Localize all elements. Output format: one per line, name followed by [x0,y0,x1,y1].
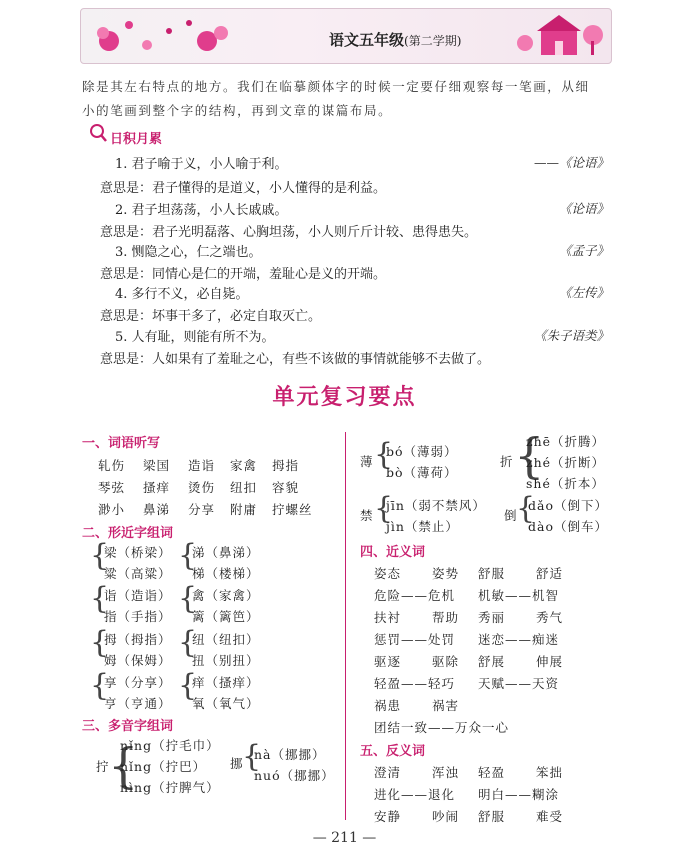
polyphone-char: 折 [500,454,514,469]
synonym-heading: 四、近义词 [360,545,426,560]
quote-2: 2. 君子坦荡荡，小人长戚戚。 [115,203,288,218]
intro-line-1: 除是其左右特点的地方。我们在临摹颜体字的时候一定要仔细观察每一笔画，从细 [82,79,590,94]
brace-icon: { [178,581,198,616]
shape-word: 指（手指） [104,609,172,624]
dictation-word: 拧螺丝 [272,502,313,517]
dictation-word: 渺小 [98,502,126,517]
polyphone-reading: jīn（弱不禁风） [386,498,486,513]
synonym-pair: 团结一致——万众一心 [374,720,510,735]
brace-icon: { [108,738,139,794]
brace-icon: { [178,625,198,660]
synonym-word: 秀丽 [478,610,506,625]
synonym-word: 扶衬 [374,610,402,625]
shape-word: 姆（保姆） [104,653,172,668]
shape-heading: 二、形近字组词 [82,526,174,541]
synonym-pair: 惩罚——处罚 [374,632,456,647]
synonym-pair: 机敏——机智 [478,588,560,603]
shape-word: 氧（氧气） [192,696,260,711]
synonym-word: 姿势 [432,566,460,581]
dictation-word: 造诣 [188,458,216,473]
quote-source-5: 《朱子语类》 [533,328,609,343]
antonym-pair: 明白——糊涂 [478,787,560,802]
antonym-word: 轻盈 [478,765,506,780]
polyphone-reading: dào（倒车） [528,519,608,534]
polyphone-reading: nuó（挪挪） [254,768,335,783]
shape-word: 篱（篱笆） [192,609,260,624]
polyphone-char: 挪 [230,756,244,771]
antonym-word: 浑浊 [432,765,460,780]
synonym-pair: 危险——危机 [374,588,456,603]
polyphone-char: 薄 [360,454,374,469]
shape-word: 扭（别扭） [192,653,260,668]
quote-source-3: 《孟子》 [558,243,609,258]
synonym-word: 帮助 [432,610,460,625]
quote-5: 5. 人有耻，则能有所不为。 [115,330,275,345]
synonym-word: 舒适 [536,566,564,581]
dictation-word: 家禽 [230,458,258,473]
polyphone-reading: nìng（拧脾气） [120,780,220,795]
synonym-word: 驱除 [432,654,460,669]
polyphone-reading: shé（折本） [526,476,605,491]
quote-1: 1. 君子喻于义，小人喻于利。 [115,157,288,172]
shape-word: 梁（桥梁） [104,545,172,560]
dictation-heading: 一、词语听写 [82,436,161,451]
shape-word: 粱（高粱） [104,566,172,581]
polyphone-reading: zhē（折腾） [526,434,606,449]
polyphone-reading: dǎo（倒下） [528,498,608,513]
page-number: — 211 — [312,830,377,846]
dictation-word: 搔痒 [143,480,171,495]
polyphone-reading: nǐng（拧巴） [120,759,207,774]
synonym-word: 舒服 [478,566,506,581]
polyphone-char: 倒 [504,508,518,523]
shape-word: 梯（楼梯） [192,566,260,581]
flower-decoration-icon [89,11,239,61]
quote-source-4: 《左传》 [558,285,609,300]
polyphone-reading: bò（薄荷） [386,465,458,480]
quote-source-1: ——《论语》 [533,155,609,170]
antonym-word: 难受 [536,809,564,824]
polyphone-reading: nǐng（拧毛巾） [120,738,220,753]
dictation-word: 拇指 [272,458,300,473]
quote-4: 4. 多行不义，必自毙。 [115,287,249,302]
meaning-1: 意思是：君子懂得的是道义，小人懂得的是利益。 [100,181,387,196]
dictation-word: 轧伤 [98,458,126,473]
shape-word: 亨（亨通） [104,696,172,711]
synonym-pair: 天赋——天资 [478,676,560,691]
column-divider [345,432,346,820]
dictation-word: 纽扣 [230,480,258,495]
dictation-word: 琴弦 [98,480,126,495]
synonym-word: 祸患 [374,698,402,713]
shape-word: 拇（拇指） [104,632,172,647]
brace-icon: { [178,538,198,573]
dictation-word: 附庸 [230,502,258,517]
meaning-3: 意思是：同情心是仁的开端，羞耻心是义的开端。 [100,267,387,282]
meaning-4: 意思是：坏事干多了，必定自取灭亡。 [100,309,322,324]
accumulate-heading: 日积月累 [110,132,163,147]
brace-icon: { [514,428,545,484]
antonym-pair: 进化——退化 [374,787,456,802]
polyphone-reading: bó（薄弱） [386,444,458,459]
quote-3: 3. 恻隐之心，仁之端也。 [115,245,262,260]
intro-line-2: 小的笔画到整个字的结构，再到文章的谋篇布局。 [82,103,393,118]
brace-icon: { [178,668,198,703]
shape-word: 痒（搔痒） [192,675,260,690]
antonym-word: 安静 [374,809,402,824]
synonym-word: 伸展 [536,654,564,669]
meaning-2: 意思是：君子光明磊落、心胸坦荡，小人则斤斤计较、患得患失。 [100,225,478,240]
brace-icon: { [374,437,394,472]
brace-icon: { [90,625,110,660]
page-header-title: 语文五年级(第二学期) [329,31,462,49]
header-banner [80,8,612,64]
synonym-word: 舒展 [478,654,506,669]
antonym-word: 澄清 [374,765,402,780]
dictation-word: 鼻涕 [143,502,171,517]
brace-icon: { [90,668,110,703]
brace-icon: { [516,491,536,526]
dictation-word: 分享 [188,502,216,517]
house-decoration-icon [511,11,606,61]
antonym-word: 吵闹 [432,809,460,824]
brace-icon: { [374,491,394,526]
polyphone-char: 拧 [96,759,110,774]
antonym-word: 笨拙 [536,765,564,780]
synonym-word: 驱逐 [374,654,402,669]
shape-word: 涕（鼻涕） [192,545,260,560]
shape-word: 诣（造诣） [104,588,172,603]
brace-icon: { [90,538,110,573]
shape-word: 纽（纽扣） [192,632,260,647]
polyphone-reading: zhé（折断） [526,455,606,470]
polyphone-heading: 三、多音字组词 [82,719,174,734]
unit-review-title: 单元复习要点 [272,385,417,410]
shape-word: 享（分享） [104,675,172,690]
shape-word: 禽（家禽） [192,588,260,603]
meaning-5: 意思是：人如果有了羞耻之心，有些不该做的事情就能够不去做了。 [100,352,491,367]
polyphone-reading: jìn（禁止） [386,519,459,534]
synonym-pair: 轻盈——轻巧 [374,676,456,691]
brace-icon: { [242,739,262,774]
dictation-word: 梁国 [143,458,171,473]
brace-icon: { [90,581,110,616]
synonym-word: 秀气 [536,610,564,625]
magnifier-icon [88,122,108,144]
polyphone-reading: nà（挪挪） [254,747,326,762]
polyphone-char: 禁 [360,508,374,523]
dictation-word: 容貌 [272,480,300,495]
quote-source-2: 《论语》 [558,201,609,216]
dictation-word: 烫伤 [188,480,216,495]
antonym-word: 舒服 [478,809,506,824]
synonym-word: 祸害 [432,698,460,713]
antonym-heading: 五、反义词 [360,744,426,759]
synonym-word: 姿态 [374,566,402,581]
synonym-pair: 迷恋——痴迷 [478,632,560,647]
